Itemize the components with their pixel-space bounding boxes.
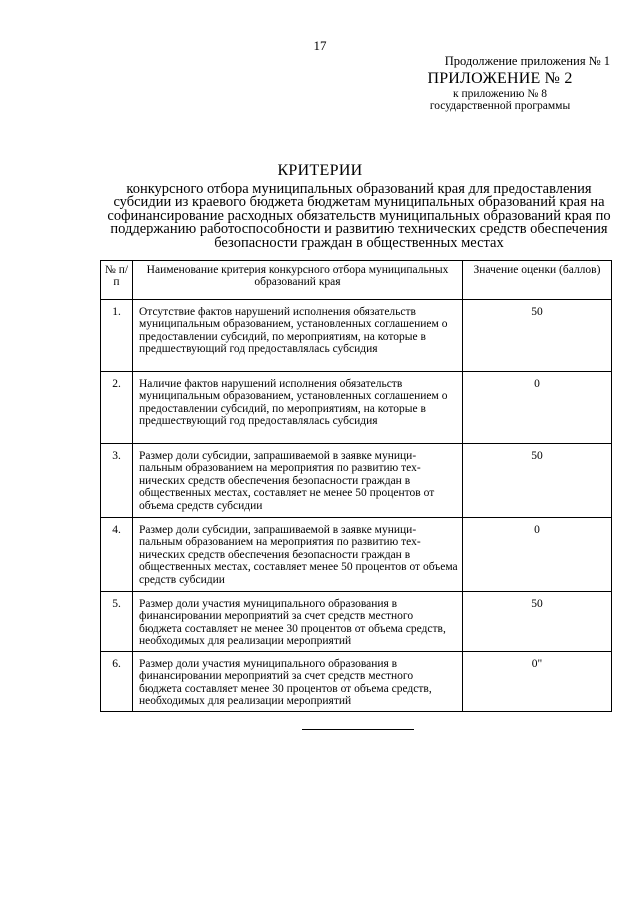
- row-criterion: Размер доли участия муниципального образования в финансировании мероприятий за счет средств местного бюджета составляет менее 30 процентов от объема средств, необходимых для реализации мероприятий: [133, 652, 463, 712]
- row-score: 50: [463, 444, 612, 518]
- row-score: 50: [463, 592, 612, 652]
- row-num: 6.: [101, 652, 133, 712]
- row-score: 50: [463, 300, 612, 372]
- criteria-table: [100, 260, 612, 712]
- header-score: Значение оценки (баллов): [463, 261, 612, 300]
- table-row: [101, 372, 612, 444]
- appendix-line-2: государственной программы: [429, 100, 571, 112]
- row-criterion: Наличие фактов нарушений исполнения обязательств муниципальным образованием, установленных соглашением о предоставлении субсидий, по мероприятиям, на которые в предшествующий год предоставлялась субсидия: [133, 372, 463, 444]
- header-num: № п/п: [101, 261, 133, 300]
- row-num: 4.: [101, 518, 133, 592]
- continuation-note: Продолжение приложения № 1: [444, 54, 610, 68]
- table-header-row: [101, 261, 612, 300]
- row-score: 0: [463, 372, 612, 444]
- row-criterion: Размер доли субсидии, запрашиваемой в заявке муници-пальным образованием на мероприятия по развитию тех-нических средств обеспечения безопасности граждан в общественных местах, составляет менее 50 процентов от объема средств субсидии: [133, 518, 463, 592]
- appendix-line-1: к приложению № 8: [453, 88, 547, 100]
- row-num: 1.: [101, 300, 133, 372]
- appendix-title: ПРИЛОЖЕНИЕ № 2: [427, 70, 573, 87]
- header-name: Наименование критерия конкурсного отбора муниципальных образований края: [133, 261, 463, 300]
- document-subtitle: конкурсного отбора муниципальных образований края для предоставления субсидии из краевого бюджета бюджетам муниципальных образований края на софинансирование расходных обязательств муниципальных образований края по поддержанию работоспособности и развитию технических средств обеспечения безопасности граждан в общественных местах: [107, 181, 611, 251]
- table-row: [101, 300, 612, 372]
- row-criterion: Отсутствие фактов нарушений исполнения обязательств муниципальным образованием, установленных соглашением о предоставлении субсидий, по мероприятиям, на которые в предшествующий год предоставлялась субсидия: [133, 300, 463, 372]
- row-criterion: Размер доли участия муниципального образования в финансировании мероприятий за счет средств местного бюджета составляет не менее 30 процентов от объема средств, необходимых для реализации мероприятий: [133, 592, 463, 652]
- table-row: [101, 518, 612, 592]
- row-num: 5.: [101, 592, 133, 652]
- end-rule: [302, 729, 414, 730]
- row-num: 2.: [101, 372, 133, 444]
- row-num: 3.: [101, 444, 133, 518]
- table-row: [101, 652, 612, 712]
- row-criterion: Размер доли субсидии, запрашиваемой в заявке муници-пальным образованием на мероприятия по развитию тех-нических средств обеспечения безопасности граждан в общественных местах, составляет не менее 50 процентов от объема средств субсидии: [133, 444, 463, 518]
- table-row: [101, 444, 612, 518]
- row-score: 0": [463, 652, 612, 712]
- row-score: 0: [463, 518, 612, 592]
- page-number: 17: [313, 38, 327, 53]
- table-row: [101, 592, 612, 652]
- document-title: КРИТЕРИИ: [277, 162, 363, 179]
- appendix-block: [400, 70, 600, 112]
